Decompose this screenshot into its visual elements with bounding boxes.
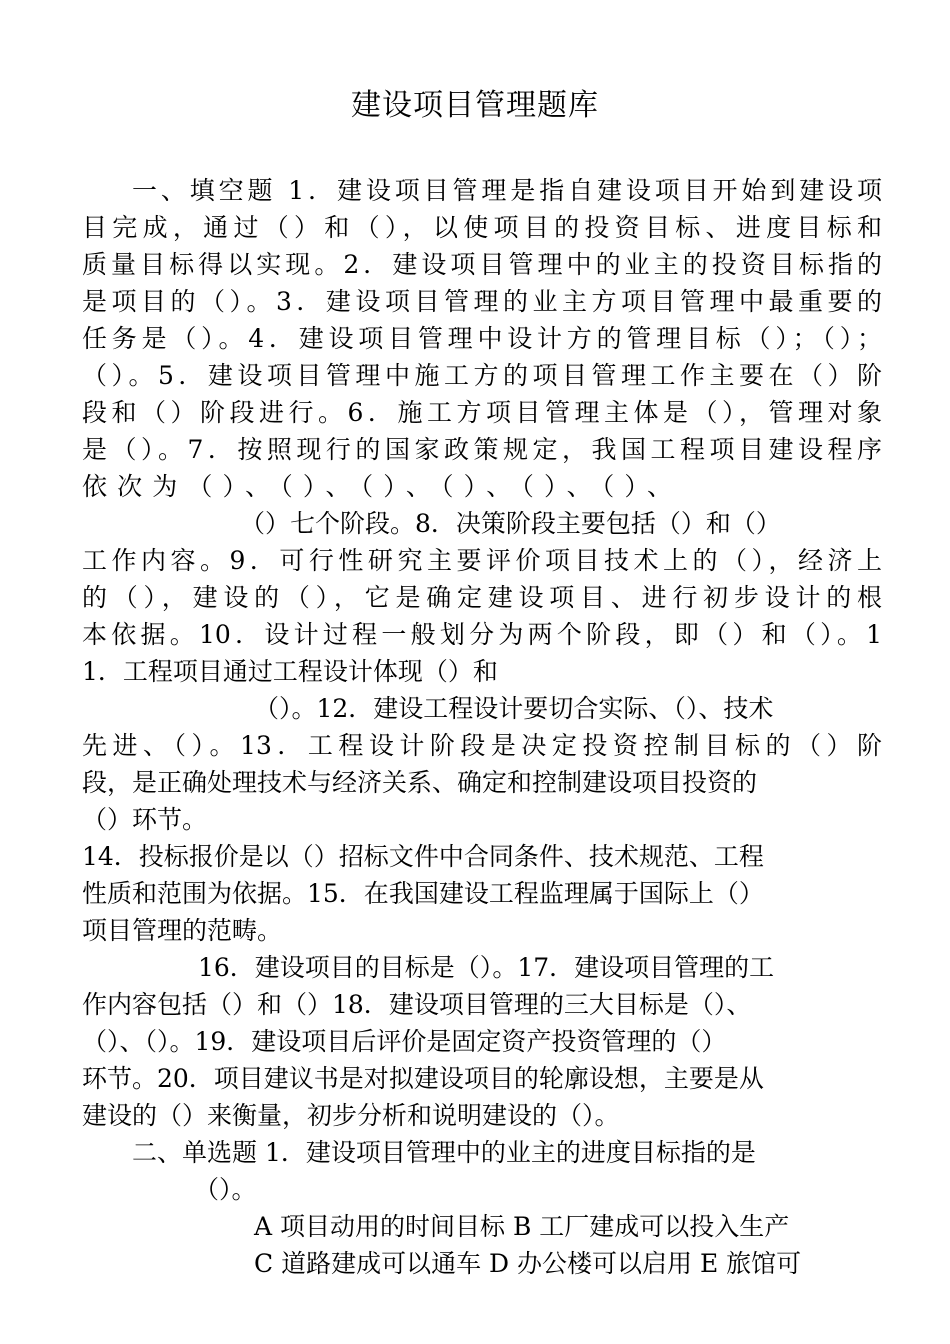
text-line-28: （）。: [194, 1175, 257, 1204]
text-line-2: 目完成，通过（）和（），以使项目的投资目标、进度目标和: [82, 213, 882, 242]
text-line-12: 的（），建设的（），它是确定建设项目、进行初步设计的根: [82, 583, 882, 612]
text-line-25: 环节。20．项目建议书是对拟建设项目的轮廓设想，主要是从: [82, 1064, 764, 1093]
text-line-3: 质量目标得以实现。2．建设项目管理中的业主的投资目标指的: [82, 250, 882, 279]
option-line-2: C 道路建成可以通车 D 办公楼可以启用 E 旅馆可: [254, 1249, 802, 1278]
text-line-26: 建设的（）来衡量，初步分析和说明建设的（）。: [82, 1101, 620, 1130]
text-line-6: （）。5．建设项目管理中施工方的项目管理工作主要在（）阶: [82, 361, 882, 390]
text-line-20: 性质和范围为依据。15．在我国建设工程监理属于国际上（）: [82, 879, 764, 908]
text-line-1: 一、填空题 1．建设项目管理是指自建设项目开始到建设项: [132, 176, 882, 205]
document-body: [82, 172, 882, 1282]
text-line-23: 作内容包括（）和（）18．建设项目管理的三大目标是（）、: [82, 990, 752, 1019]
text-line-27: 二、单选题 1．建设项目管理中的业主的进度目标指的是: [132, 1138, 756, 1167]
text-line-4: 是项目的（）。3．建设项目管理的业主方项目管理中最重要的: [82, 287, 882, 316]
text-line-22: 16．建设项目的目标是（）。17．建设项目管理的工: [198, 953, 775, 982]
text-line-19: 14．投标报价是以（）招标文件中合同条件、技术规范、工程: [82, 842, 764, 871]
text-line-5: 任务是（）。4．建设项目管理中设计方的管理目标（）；（）；: [82, 324, 882, 353]
text-line-17: 段，是正确处理技术与经济关系、确定和控制建设项目投资的: [82, 768, 758, 797]
document-title: 建设项目管理题库: [351, 88, 599, 123]
text-line-15: （）。12．建设工程设计要切合实际、（）、技术: [254, 694, 774, 723]
text-line-14: 1．工程项目通过工程设计体现（）和: [82, 657, 498, 686]
text-line-21: 项目管理的范畴。: [82, 916, 283, 945]
text-line-16: 先进、（）。13．工程设计阶段是决定投资控制目标的（）阶: [82, 731, 882, 760]
text-line-8: 是（）。7．按照现行的国家政策规定，我国工程项目建设程序: [82, 435, 882, 464]
text-line-18: （）环节。: [82, 805, 208, 834]
text-line-9: 依次为（）、（）、（）、（）、（）、（）、: [82, 472, 672, 501]
text-line-24: （）、（）。19．建设项目后评价是固定资产投资管理的（）: [82, 1027, 727, 1056]
text-line-7: 段和（）阶段进行。6．施工方项目管理主体是（），管理对象: [82, 398, 882, 427]
text-line-13: 本依据。10．设计过程一般划分为两个阶段，即（）和（）。1: [82, 620, 882, 649]
text-line-11: 工作内容。9．可行性研究主要评价项目技术上的（），经济上: [82, 546, 882, 575]
option-line-1: A 项目动用的时间目标 B 工厂建成可以投入生产: [254, 1212, 790, 1241]
text-line-10: （）七个阶段。8．决策阶段主要包括（）和（）: [240, 509, 781, 538]
